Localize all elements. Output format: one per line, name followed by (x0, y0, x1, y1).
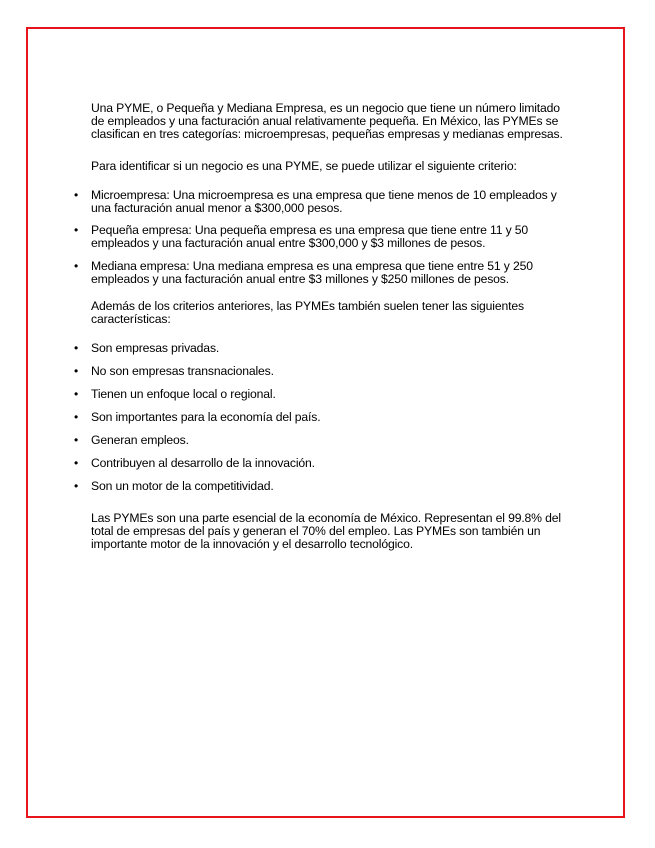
list-item-text: Contribuyen al desarrollo de la innovación. (91, 456, 315, 471)
characteristics-intro-paragraph: Además de los criterios anteriores, las PYMEs también suelen tener las siguientes características: (91, 299, 524, 327)
characteristics-list (73, 341, 569, 494)
bullet-icon: • (73, 341, 79, 356)
list-item-text: Tienen un enfoque local o regional. (91, 387, 276, 402)
list-item-text: Mediana empresa: Una mediana empresa es una empresa que tiene entre 51 y 250 empleados y una facturación anual entre $3 millones y $250 millones de pesos. (91, 258, 533, 286)
intro-paragraph: Una PYME, o Pequeña y Mediana Empresa, es un negocio que tiene un número limitado de empleados y una facturación anual relativamente pequeña. En México, las PYMEs se clasifican en tres categorías: microempresas, pequeñas empresas y medianas empresas. (91, 101, 563, 142)
criteria-intro-paragraph: Para identificar si un negocio es una PYME, se puede utilizar el siguiente criterio: (91, 158, 517, 173)
list-item (73, 410, 569, 425)
list-item-text: No son empresas transnacionales. (91, 364, 274, 379)
bullet-icon: • (73, 387, 79, 402)
list-item (73, 479, 569, 494)
conclusion-paragraph: Las PYMEs son una parte esencial de la economía de México. Representan el 99.8% del total de empresas del país y generan el 70% del empleo. Las PYMEs son también un importante motor de la innovación y el desarrollo tecnológico. (91, 510, 561, 552)
bullet-icon: • (73, 223, 79, 238)
document-body (73, 101, 569, 552)
bullet-icon: • (73, 410, 79, 425)
list-item (73, 223, 569, 251)
list-item-text: Son importantes para la economía del país. (91, 410, 321, 425)
list-item-text: Generan empleos. (91, 433, 189, 448)
list-item (73, 187, 569, 216)
list-item (73, 387, 569, 402)
list-item (73, 364, 569, 379)
bullet-icon: • (73, 364, 79, 379)
bullet-icon: • (73, 479, 79, 494)
list-item-text: Pequeña empresa: Una pequeña empresa es una empresa que tiene entre 11 y 50 empleados y una facturación anual entre $300,000 y $3 millones de pesos. (91, 223, 529, 251)
list-item-text: Son empresas privadas. (91, 341, 220, 356)
list-item (73, 341, 569, 356)
list-item (73, 456, 569, 471)
list-item-text: Son un motor de la competitividad. (91, 479, 274, 494)
bullet-icon: • (73, 456, 79, 471)
bullet-icon: • (73, 258, 79, 273)
bullet-icon: • (73, 433, 79, 448)
list-item (73, 258, 569, 286)
list-item (73, 433, 569, 448)
bullet-icon: • (73, 187, 79, 202)
criteria-list (73, 187, 569, 286)
list-item-text: Microempresa: Una microempresa es una empresa que tiene menos de 10 empleados y una facturación anual menor a $300,000 pesos. (91, 187, 557, 216)
